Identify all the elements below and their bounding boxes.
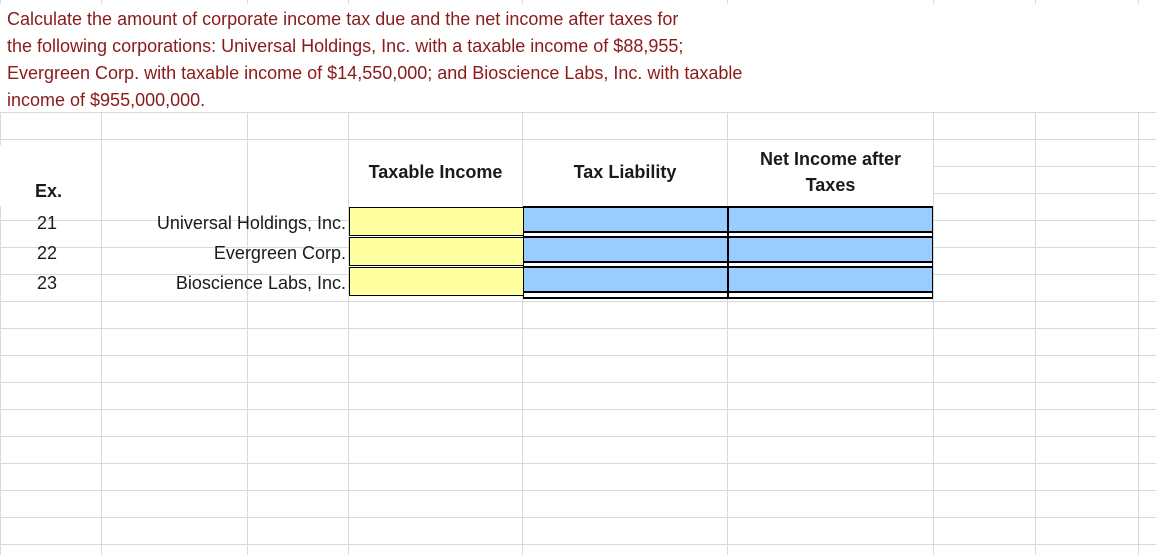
company-name: Universal Holdings, Inc. (156, 213, 346, 233)
problem-line-4: income of $955,000,000. (7, 90, 206, 110)
column-divider (247, 145, 248, 206)
net-income-cell[interactable] (730, 239, 933, 263)
tax-liability-cell[interactable] (525, 239, 727, 263)
column-divider (101, 145, 102, 206)
header-net-income-line-2: Taxes (728, 175, 933, 196)
company-name: Bioscience Labs, Inc. (175, 273, 346, 293)
cell-border (727, 206, 729, 297)
cell-border (523, 206, 524, 297)
cell-border (523, 297, 933, 299)
cell-border (932, 206, 933, 297)
header-tax-liability: Tax Liability (523, 162, 727, 183)
tax-liability-cell[interactable] (525, 209, 727, 233)
taxable-income-input[interactable] (349, 237, 524, 266)
net-income-cell[interactable] (730, 269, 933, 293)
company-name: Evergreen Corp. (213, 243, 346, 263)
row-number: 22 (37, 243, 58, 263)
problem-line-1: Calculate the amount of corporate income tax due and the net income after taxes for (7, 9, 679, 29)
tax-liability-cell[interactable] (525, 269, 727, 293)
ex-column-label: Ex. (35, 181, 63, 201)
row-number: 21 (37, 213, 58, 233)
problem-line-2: the following corporations: Universal Holdings, Inc. with a taxable income of $88,955; (7, 36, 684, 56)
row-number: 23 (37, 273, 58, 293)
header-taxable-income: Taxable Income (349, 162, 522, 183)
taxable-income-input[interactable] (349, 267, 524, 296)
problem-statement (0, 4, 1156, 113)
net-income-cell[interactable] (730, 209, 933, 233)
taxable-income-input[interactable] (349, 207, 524, 236)
header-net-income-line-1: Net Income after (728, 149, 933, 170)
problem-line-3: Evergreen Corp. with taxable income of $14,550,000; and Bioscience Labs, Inc. with taxable (7, 63, 743, 83)
